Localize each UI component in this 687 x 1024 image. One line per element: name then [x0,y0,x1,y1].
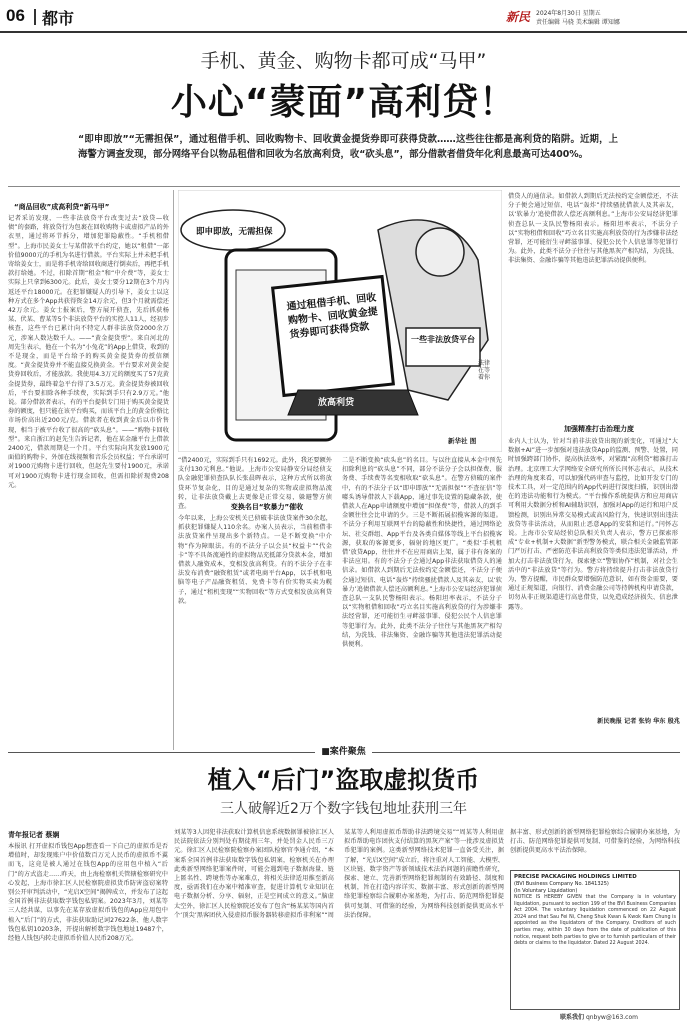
sign-text: 通过租借手机、回收购物卡、回收黄金提货券即可获得贷款 [286,292,379,341]
bubble-label: 即申即放，无需担保 [196,227,273,237]
case-body-1: 本报讯 打开虚拟币钱包App想查看一下自己的虚拟币是否增值时，却发现账户中价值数百万元人民币的虚拟币不翼而飞，这竟是被人通过在钱包App的应用包中植入“后门”的方式盗走……昨天，由上海检察机关管辖检察研究中心发起，上海市徐汇区人民检察院虚拟货币防害盗窃案特别公开审判活动中，“光启X空间”揭牌成立，并发布了这起全国首例非法获取数字钱包私钥案。2023年3月，刘某等三人经共谋，以事先在某存放虚拟币钱包的App应用包中植入“后门”的方式，非法获取助记词27622条、他人数字钱包私钥10203条，开提出解析数字钱包地址19487个，经他人钱包内转走虚拟币价值人民币208万元。 [8,843,168,943]
page-header [0,0,687,40]
newspaper-logo: 新民 [506,10,531,24]
platform-label: 一些非法放贷平台 [411,335,475,344]
editor-line: 责任编辑 马骁 美术编辑 谭知娜 [536,19,620,26]
contact-label: 联系我们 [560,1014,585,1021]
header-rule [0,31,687,33]
lead-paragraph: “即申即放”“无需担保”，通过租借手机、回收购物卡、回收黄金提货券即可获得贷款……这些往往都是高利贷的陷阱。近期，上海警方调查发现，部分网络平台以物品租借和回收为名放高利贷，收“砍头息”，部分借款者借贷年化利息最高可达400%。 [78,134,618,160]
section4-body: 业内人士认为，针对当前非法放贷出现的新变化，可通过“大数据+AI”进一步加强对违法放贷App的监测、预警、处置，同时加强跨部门协作，提高执法效率，对紧跟“高利贷”精准打击治理。北京理工大学网络安全研究所所长闫怀志表示，从技术治理的角度来看，可以加强代码审查与监控，比如开发专门的技术工具，对一定范围内的App代码进行深度扫描，识别出潜在的违法功能和行为模式。“平台操作系统提供方和应用商店可利用大数据分析和AI辅助识别，加强对App的运行和用户反馈检测，识别出异常交易模式或高风险行为，快速识别出违法放贷等非法活动，从而阻止恶意App的安装和运行。”闫怀志说。上海市公安局经侦总队相关负责人表示，警方已探索形成“专业+机制+大数据”新型警务模式，联合相关金融监管部门严厉打击、严密防范非法高利放贷等类似违法犯罪活动，并加大打击非法放贷行为，探索建立“警银协作”机制，对社会生活中的“非法放贷”等行为。警方将持续提升打击非法放贷行为，警方提醒，市民群众要增强防范意识，如有资金需要，要通过正规渠道，向银行、消费金融公司等持牌机构申请贷款，切勿从非正规渠道进行高息借贷，以免造成经济损失、信息泄露等。 [508,438,678,611]
section1-title: “商品回收”成高利贷“新马甲” [14,203,110,211]
section1-body: 记者采访发现，一些非法放贷平台改变过去“放贷—收债”的套路，将放贷行为包裹在回收购物卡或虚拟产品的外衣里，通过将环节拆分，增加犯罪隐蔽性。“手机租借型”。上海市民姜女士与某借款平台约定，她以“租借”一部价值9000元的手机为名进行借款。平台实际上并未把手机寄给姜女士，而是将手机寄给回收商进行倒卖后，再把手机款打给她。不过，扣除首期“租金”和“中介费”等，姜女士实际上只拿到6300元。此后，姜女士要分12期在3个月内返还平台18000元。在犯罪嫌疑人的引导下，姜女士以这种方式在多个App共获得资金14万余元，但3个月就需偿还42万余元。姜女士报案后，警方展开侦查，先后抓获杨某、伏某、曹某等5个非法放贷平台的实控人11人，经初步核查，这些平台已累计向不特定人群非法放贷2000余万元，涉案人数达数千人。——“黄金提货型”。来自河北的周先生表示，他在一个名为“小兔花”的App上借贷，收到的不是现金，而是平台给予的购买黄金提货券的授信额度。“黄金提货券并不能直接兑换黄金。平台要求对黄金提货券回收后，才能放款。我使用4.3万元的额度买了57克黄金提货券，最终着急平台得了3.5万元。黄金提货券被回收后，平台要扣除各种手续费，实际到手只有2.9万元。”他说。部分借款者表示，有的平台提供专门用于购买黄金提货券的额度，但只能在该平台购买，而该平台上的黄金价格比市场价高出近200元/克。借款者在收到黄金后以市价售现，相当于被平台收了很高的“砍头息”。——“购物卡回收型”。来自浙江的赵先生告诉记者，他在某金融平台上借款2400元，借款周期是一个月。平台实际向其发放1900元面值的购物卡，外加在线视频和音乐会员权益；平台承诺可对1900元购物卡进行回收，但赵先生要付1900元，承诺可对1900元购物卡进行现金回收，但需扣除折现费208元。 [8,215,169,489]
notice-status: (In Voluntary Liquidation) [514,888,578,894]
section-divider [34,9,36,25]
kicker: 手机、黄金、购物卡都可成“马甲” [200,50,487,72]
date-line: 2024年8月30日 星期五 [536,10,601,17]
section1-tail: “借2400元，实际到手只有1692元。此外，我还要额外支付130元利息。”他说。上海市公安局静安分局经侦支队金融犯罪侦查队队长张晨晖表示，这种方式所以将放贷环节复杂化，目的是通过复杂的实物或虚拟物品流转，让非法放贷戴上去更像是正常交易，躲避警方侦查。 [178,457,332,511]
illustration [178,190,502,452]
case-subhead: 三人破解近2万个数字钱包地址获刑三年 [220,801,467,817]
column-divider [173,190,174,750]
section3-body: 二是不断变换“砍头息”的名目。与以往直接从本金中预先扣除利息的“砍头息”不同，部分不法分子会以担保费、服务费、手续费等名变相收取“砍头息”。在警方侦破的案件中，有的不法分子以“即申即放”“无需担保”“不查征信”等噱头诱导借款人下载App，通过事先设置的隐藏条款，使借款人在App申请额度中增加“担保费”等，借款人的到手金额往往会比申请的少。三是不断拓展招揽客源的渠道。不法分子利用互联网平台的隐蔽性和快捷性，通过网络论坛、社交群组、App平台及各类自媒体等线上平台招揽客源，获取的客源更多，辐射的地区更广。“类似‘手机租借’放贷App，往往并不在应用商店上架，属于非有备案的非法应用。有的不法分子会通过App非法获取借贷人的通信录。如借款人到期后无法按约定金额偿还，不法分子便会通过短信、电话“轰炸”持续骚扰借款人及其亲友，以‘软暴力’追债借款人偿还高额利息。”上海市公安局经济犯罪侦查总队一支队民警杨阳表示。杨阳坦率表示，不法分子以“实物租借和回收”巧立名目实施高利放贷的行为涉嫌非法经营罪，还可能衍生寻衅滋事罪、侵犯公民个人信息罪等犯罪行为。此外，此类不法分子往往与其他黑灰产相勾结，为洗钱、非法集资、金融诈骗等其他违法犯罪活动提供便利。 [342,457,502,649]
notice-company: PRECISE PACKAGING HOLDINGS LIMITED [514,874,637,880]
case-body-2: 刘某等3人因犯非法获取计算机信息系统数据罪被徐汇区人民法院依法分别判处有期徒刑三年，并处罚金人民币三万元。徐汇区人民检察院检察办案团队检察官李通介绍，“本案系全国首例非法获取数字钱包私钥案，检察机关在办理此类新型网络犯罪案件时，可能会遇到电子数据海量、链上匿名性、跨境性等办案难点，将相关法律适用推至新高度，亟需我们在办案中精准审查，促进计算机专业知识在电子数据分析、分享、辐射，正是空间成立的意义。”脑虚太空外，徐汇区人民检察院还发布了包含“杨某某等国内首个‘顶尖’黑客团伙入侵虚拟币服务器转移虚拟币非利案”“周某某等人利用虚拟币帮助非法跨境交易”“周某等人利用虚拟币帮助电诈团伙支付结算的黑灰产案”等一批涉及虚拟货币犯罪的案例。这类新型网络技术犯罪一直备受关注，据了解，“光启X空间”成立后，将注重对人工智能、大模型、区块链、数字资产等新领域技术法治问题的前瞻性研究，探索、建立、完善新型网络犯罪规制的有效路径、制度和机制，旨在打造内容详实、数据丰富、形式创新的新型网络犯罪检察综合履职办案基地，为打击、防范网络犯罪提供可复制、可借鉴的经验，为网络科技创新提供更高水平法治保障。 [174,829,504,919]
legal-notice [510,870,680,1010]
notice-body: NOTICE IS HEREBY GIVEN that the Company is in voluntary liquidation, pursuant to section 199 of the BVI Business Companies Act 2004. The voluntary liquidation commenced on 22 August 2024 and that Sau Fei Ni, Cheng Shuk Kwan & Kwok Kam Chung is appointed as the liquidators of the Company. Creditors of such parties may, within 30 days from the date of publication of this notice, request both parties to give or to furnish particulars of their debts or claims to the liquidator. Dated 22 August 2024. [514,895,676,947]
section4-title: 加强精准打击治理力度 [564,425,634,433]
case-headline: 植入“后门”盗取虚拟货币 [207,766,480,794]
notice-company-number: (BVI Business Company No. 1841325) [514,881,609,887]
page-number: 06 [6,6,25,25]
section2-body: 今年以来，上海公安机关已侦破非法放贷案件30余起，抓获犯罪嫌疑人110余名。办案人员表示，当前租借非法放贷案件呈现出多个新特点。一是不断变换“中介物”作为障眼法。有的不法分子以会员“权益卡”“代金卡”等不具备流通性的虚拟物品充抵部分贷款本金，增加借款人融资成本，变相发放高利贷。有的不法分子在非法发布消费“融资租赁”或者电商平台App，以手机和电脑等电子产品融资租赁、免费卡等有价实物买卖为幌子，通过“租机变现”“实物回收”等方式变相发放高利贷款。 [178,515,332,605]
case-right-column: 据丰富、形式创新的新型网络犯罪检察综合履职办案基地，为打击、防范网络犯罪提供可复制、可借鉴的经验，为网络科技创新提供更高水平法治保障。 [510,829,680,855]
footer [560,1012,638,1021]
case-byline: 青年报记者 蔡娴 [8,831,60,839]
contact-email[interactable]: qnbyw@163.com [585,1014,638,1021]
shirt-label: 法律在等着你 [478,360,491,381]
main-headline: 小心“蒙面”高利贷！ [170,82,517,123]
section-name: 都市 [42,9,75,28]
section2-title: 变换名目“软暴力”催收 [230,503,304,511]
photo-credit: 新华社 图 [448,437,477,445]
lead-divider [8,186,680,187]
plate-label: 放高利贷 [318,398,355,408]
section3-continued: 借贷人的通信录。如借款人到期后无法按约定金额偿还，不法分子便会通过短信、电话“轰炸”持续骚扰借款人及其亲友，以‘软暴力’追使借款人偿还高额利息。”上海市公安局经济犯罪侦查总队一支队民警杨阳表示。杨阳坦率表示，不法分子以“实物租借和回收”巧立名目实施高利放贷的行为涉嫌非法经营罪，还可能衍生寻衅滋事罪、侵犯公民个人信息罪等犯罪行为。此外，此类不法分子往往与其他黑灰产相勾结，为洗钱、非法集资、金融诈骗等其他违法犯罪活动提供便利。 [508,193,678,265]
story-byline: 新民晚报 记者 张钧 华东 殷兆 [597,718,680,725]
case-label: ■案件聚焦 [0,744,687,757]
